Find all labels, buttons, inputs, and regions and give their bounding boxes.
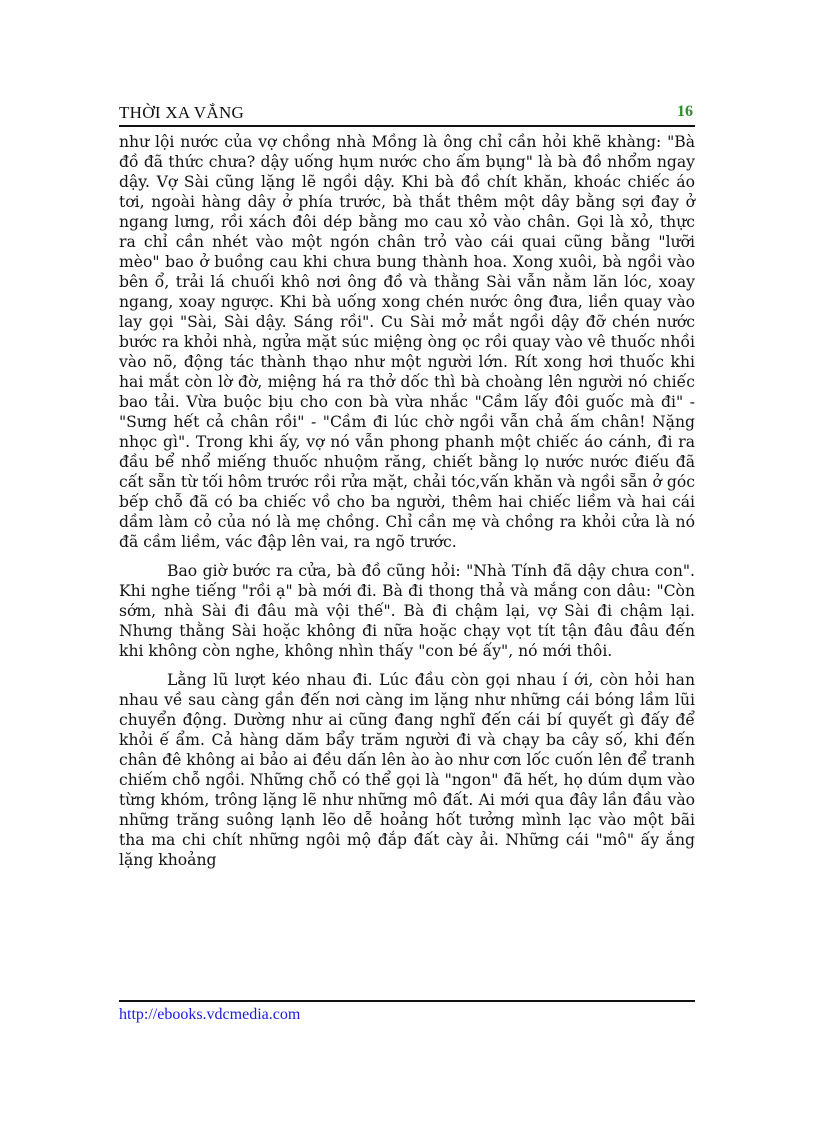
- book-title: THỜI XA VẮNG: [119, 103, 245, 122]
- header-rule: [119, 125, 695, 127]
- paragraph-3: Lằng lũ lượt kéo nhau đi. Lúc đầu còn gọi nhau í ới, còn hỏi han nhau về sau càng gần đến nơi càng im lặng như những cái bóng lầm lũi chuyển động. Dường như ai cũng đang nghĩ đến cái bí quyết gì đấy để khỏi ế ẩm. Cả hàng dăm bẩy trăm người đi và chạy ba cây số, khi đến chân đê không ai bảo ai đều dấn lên ào ào như cơn lốc cuốn lên để tranh chiếm chỗ ngồi. Những chỗ có thể gọi là "ngon" đã hết, họ dúm dụm vào từng khóm, trông lặng lẽ như những mô đất. Ai mới qua đây lần đầu vào những trăng suông lạnh lẽo dễ hoảng hốt tưởng mình lạc vào một bãi tha ma chi chít những ngôi mộ đắp đất cày ải. Những cái "mô" ấy ắng lặng khoảng: [119, 671, 695, 869]
- paragraph-1: như lội nước của vợ chồng nhà Mồng là ông chỉ cần hỏi khẽ khàng: "Bà đồ đã thức chưa? dậy uống hụm nước cho ấm bụng" là bà đồ nhổm ngay dậy. Vợ Sài cũng lặng lẽ ngồi dậy. Khi bà đồ chít khăn, khoác chiếc áo tơi, ngoài hàng dây ở phía trước, bà thắt thêm một dây bằng sợi đay ở ngang lưng, rồi xách đôi dép bằng mo cau xỏ vào chân. Gọi là xỏ, thực ra chỉ cần nhét vào một ngón chân trỏ vào cái quai cũng bằng "lưỡi mèo" bao ở buồng cau khi chưa bung thành hoa. Xong xuôi, bà ngồi vào bên ổ, trải lá chuối khô nơi ông đồ và thằng Sài vẫn nằm lăn lóc, xoay ngang, xoay ngược. Khi bà uống xong chén nước ông đưa, liền quay vào lay gọi "Sài, Sài dậy. Sáng rồi". Cu Sài mở mắt ngồi dậy đỡ chén nước bước ra khỏi nhà, ngửa mặt súc miệng òng ọc rồi quay vào vê thuốc nhồi vào nõ, động tác thành thạo như một người lớn. Rít xong hơi thuốc khi hai mắt còn lờ đờ, miệng há ra thở dốc thì bà choàng lên người nó chiếc bao tải. Vừa buộc bịu cho con bà vừa nhắc "Cầm lấy đôi guốc mà đi" - "Sưng hết cả chân rồi" - "Cầm đi lúc chờ ngồi vẫn chả ấm chân! Nặng nhọc gì". Trong khi ấy, vợ nó vẫn phong phanh một chiếc áo cánh, đi ra đầu bể nhổ miếng thuốc nhuộm răng, chiết bằng lọ nước nước điếu đã cất sẵn từ tối hôm trước rồi rửa mặt, chải tóc,vấn khăn và ngồi sẵn ở góc bếp chỗ đã có ba chiếc vồ cho ba người, thêm hai chiếc liềm và hai cái dầm làm cỏ của nó là mẹ chồng. Chỉ cần mẹ và chồng ra khỏi cửa là nó đã cầm liềm, vác đập lên vai, ra ngõ trước.: [119, 133, 695, 551]
- paragraph-2: Bao giờ bước ra cửa, bà đồ cũng hỏi: "Nhà Tính đã dậy chưa con". Khi nghe tiếng "rồi ạ" bà mới đi. Bà đi thong thả và mắng con dâu: "Còn sớm, nhà Sài đi đâu mà vội thế". Bà đi chậm lại, vợ Sài đi chậm lại. Nhưng thằng Sài hoặc không đi nữa hoặc chạy vọt tít tận đâu đâu đến khi không còn nghe, không nhìn thấy "con bé ấy", nó mới thôi.: [119, 562, 695, 660]
- footer-link[interactable]: http://ebooks.vdcmedia.com: [119, 1006, 301, 1023]
- page-number: 16: [677, 103, 693, 120]
- footer-rule: [119, 1000, 695, 1002]
- page-header: [119, 103, 695, 125]
- body-text: [119, 132, 695, 879]
